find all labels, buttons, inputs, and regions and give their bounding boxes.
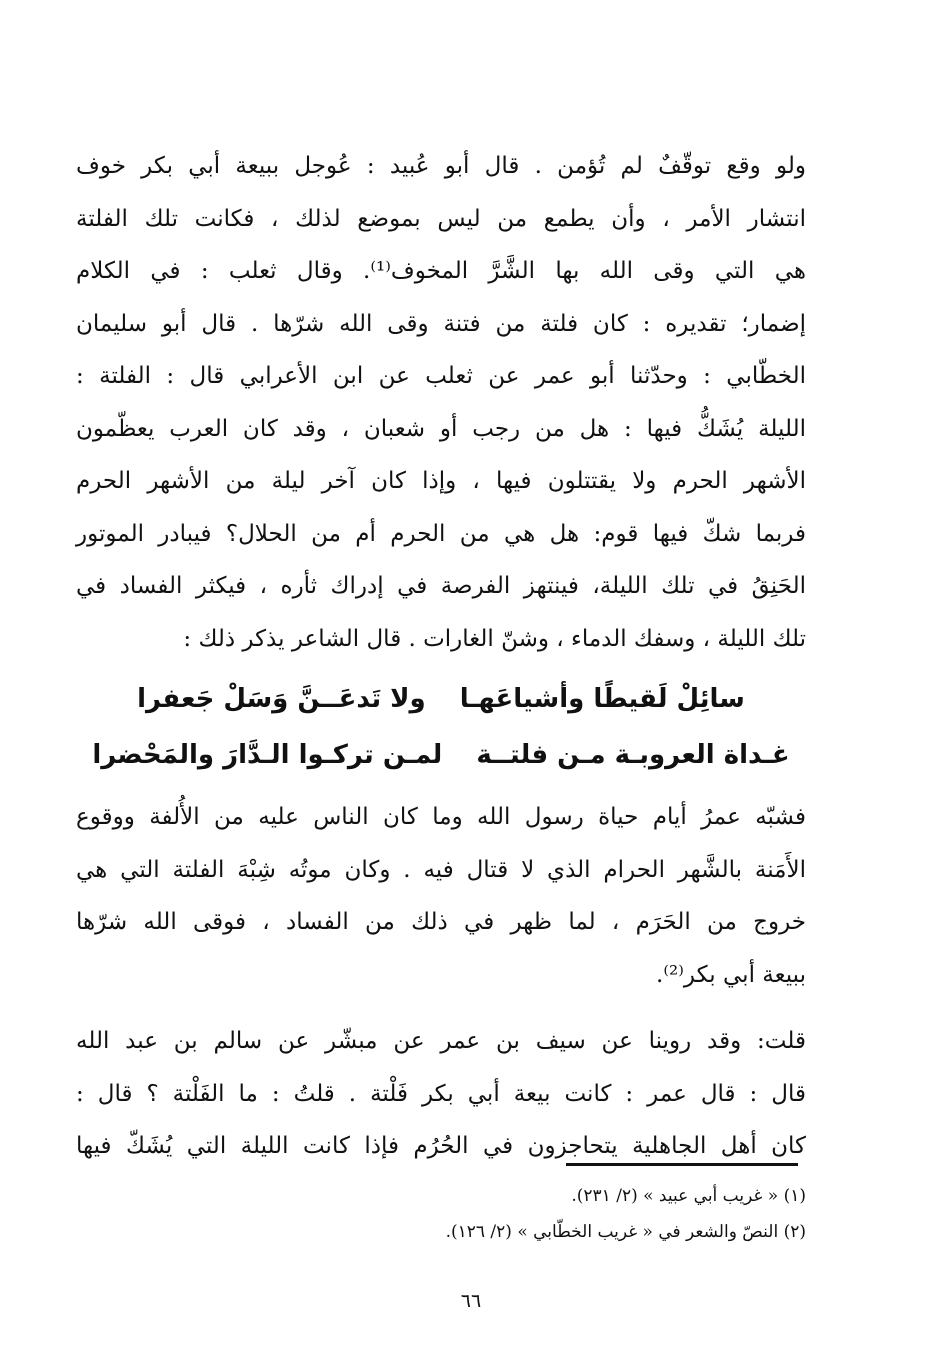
paragraph-2 [76,791,806,1001]
text-line: ببيعة أبي بكر⁽²⁾. [656,961,806,988]
text-line: قلت: وقد روينا عن سيف بن عمر عن مبشّر عن سالم بن عبد الله [76,1028,806,1054]
verse-hemistich-first: غـداة العروبـة مـن فلتــة [476,740,790,770]
page-number: ٦٦ [460,1290,482,1312]
text-line: قال : قال عمر : كانت بيعة أبي بكر فَلْتة . قلتُ : ما الفَلْتة ؟ قال : [76,1080,806,1107]
verse-hemistich-second: لمـن تركـوا الـدَّارَ والمَحْضرا [92,740,443,770]
text-line: فربما شكّ فيها قوم: هل هي من الحرم أم من الحلال؟ فيبادر الموتور [76,520,806,547]
footnote-2: (٢) النصّ والشعر في « غريب الخطّابي » (٢/ ١٢٦). [445,1222,806,1242]
text-line: هي التي وقى الله بها الشَّرَّ المخوف⁽¹⁾. وقال ثعلب : في الكلام [76,258,806,284]
verse-line-1 [76,671,806,727]
verse-line-2 [76,727,806,783]
footnote-divider [566,1163,798,1166]
text-line: كان أهل الجاهلية يتحاجزون في الحُرُم فإذا كانت الليلة التي يُشَكّ فيها [76,1133,806,1159]
paragraph-1 [76,140,806,665]
text-line: الأشهر الحرم ولا يقتتلون فيها ، وإذا كان آخر ليلة من الأشهر الحرم [76,468,806,494]
footnote-1: (١) « غريب أبي عبيد » (٢/ ٢٣١). [571,1186,806,1206]
text-line: فشبّه عمرُ أيام حياة رسول الله وما كان الناس عليه من الأُلفة ووقوع [76,804,806,830]
text-line: الحَنِقُ في تلك الليلة، فينتهز الفرصة في إدراك ثأره ، فيكثر الفساد في [76,573,806,599]
text-line: ولو وقع توقّفٌ لم تُؤمن . قال أبو عُبيد : عُوجل ببيعة أبي بكر خوف [76,153,806,179]
text-line: الأَمَنة بالشَّهر الحرام الذي لا قتال فيه . وكان موتُه شِبْهَ الفلتة التي هي [76,856,806,883]
verse-hemistich-second: ولا تَدعَــنَّ وَسَلْ جَعفرا [137,684,426,714]
text-line: انتشار الأمر ، وأن يطمع من ليس بموضع لذلك ، فكانت تلك الفلتة [76,205,806,232]
poem-verse [76,671,806,783]
page-body [76,140,806,1173]
footnotes [246,1178,806,1250]
text-line: الليلة يُشَكُّ فيها : هل من رجب أو شعبان ، وقد كان العرب يعظّمون [76,415,806,442]
text-line: خروج من الحَرَم ، لما ظهر في ذلك من الفساد ، فوقى الله شرّها [76,909,806,935]
text-line: الخطّابي : وحدّثنا أبو عمر عن ثعلب عن ابن الأعرابي قال : الفلتة : [76,363,806,389]
text-line: إضمار؛ تقديره : كان فلتة من فتنة وقى الله شرّها . قال أبو سليمان [76,310,806,337]
text-line: تلك الليلة ، وسفك الدماء ، وشنّ الغارات . قال الشاعر يذكر ذلك : [183,625,806,652]
verse-hemistich-first: سائِلْ لَقيطًا وأشياعَهـا [459,684,745,714]
paragraph-3 [76,1015,806,1173]
